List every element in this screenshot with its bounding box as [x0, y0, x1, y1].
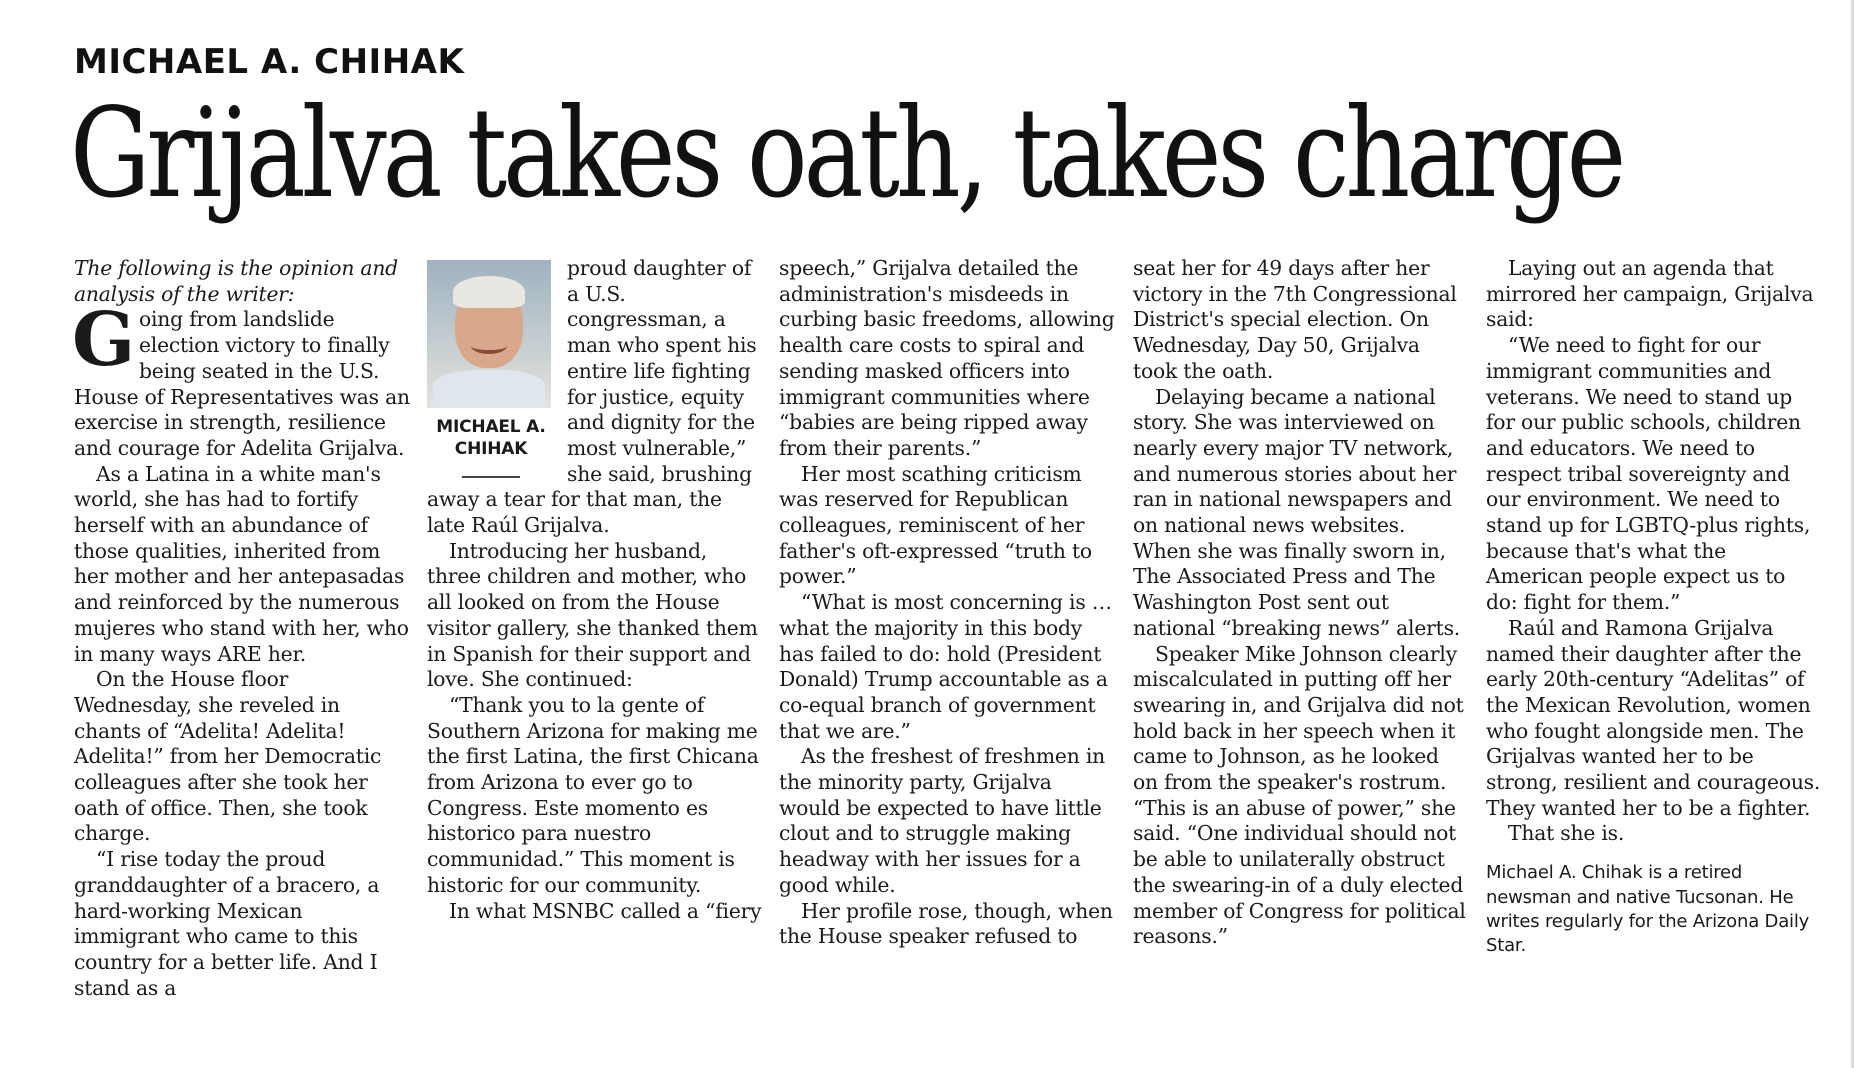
paragraph: Her most scathing criticism was reserved for Republican colleagues, reminiscent of her father's oft-expressed “truth to power.”	[779, 461, 1092, 589]
paragraph: Her profile rose, though, when the House speaker refused to	[779, 898, 1113, 949]
paragraph: speech,” Grijalva detailed the administration's misdeeds in curbing basic freedoms, allowing health care costs to spiral and sending masked officers into immigrant communities where “babies are being ripped away from their parents.”	[779, 256, 1115, 460]
paragraph: seat her for 49 days after her victory in the 7th Congressional District's special election. On Wednesday, Day 50, Grijalva took the oath.	[1133, 256, 1457, 383]
column-5	[1486, 256, 1822, 959]
caption-rule	[462, 476, 520, 478]
paragraph: proud daughter of a U.S. congressman, a man who spent his entire life fighting for justice, equity and dignity for the most vulnerable,” she said, brushing away a tear for that man, the late Raúl Grijalva.	[427, 256, 757, 538]
column-1	[74, 256, 410, 1001]
paragraph: Delaying became a national story. She was interviewed on nearly every major TV network, and numerous stories about her ran in national newspapers and on national news websites. When she was finally sworn in, The Associated Press and The Washington Post sent out national “breaking news” alerts.	[1133, 384, 1461, 640]
paragraph: “What is most concerning is … what the majority in this body has failed to do: hold (President Donald) Trump accountable as a co-equal branch of government that we are.”	[779, 590, 1112, 743]
author-photo	[427, 260, 551, 408]
intro-note: The following is the opinion and analysis of the writer:	[74, 256, 398, 306]
author-photo-caption: MICHAEL A. CHIHAK	[436, 417, 546, 459]
paragraph: As a Latina in a white man's world, she has had to fortify herself with an abundance of those qualities, inherited from her mother and her antepasadas and reinforced by the numerous mujeres who stand with her, who in many ways ARE her.	[74, 461, 409, 666]
headline: Grijalva takes oath, takes charge	[70, 82, 1623, 226]
column-4	[1133, 256, 1469, 950]
paragraph: “We need to fight for our immigrant communities and veterans. We need to stand up for our public schools, children and educators. We need to respect tribal sovereignty and our environment. We need to stand up for LGBTQ-plus rights, because that's what the American people expect us to do: fight for them.”	[1486, 333, 1811, 615]
paragraph: On the House floor Wednesday, she reveled in chants of “Adelita! Adelita! Adelita!” from her Democratic colleagues after she took her oath of office. Then, she took charge.	[74, 667, 382, 846]
author-photo-box	[427, 256, 555, 478]
paragraph: “Thank you to la gente of Southern Arizona for making me the first Latina, the first Chicana from Arizona to ever go to Congress. Este momento es historico para nuestro communidad.” This moment is historic for our community.	[427, 692, 759, 897]
drop-cap: G	[72, 297, 135, 384]
paragraph: Laying out an agenda that mirrored her campaign, Grijalva said:	[1486, 256, 1814, 332]
paragraph: That she is.	[1508, 821, 1625, 846]
paragraph: As the freshest of freshmen in the minority party, Grijalva would be expected to have little clout and to struggle making headway with her issues for a good while.	[779, 744, 1105, 897]
paragraph: Raúl and Ramona Grijalva named their daughter after the early 20th-century “Adelitas” of the Mexican Revolution, women who fought alongside men. The Grijalvas wanted her to be strong, resilient and courageous. They wanted her to be a fighter.	[1486, 615, 1821, 820]
column-3	[779, 256, 1115, 950]
paragraph: “I rise today the proud granddaughter of a bracero, a hard-working Mexican immigrant who came to this country for a better life. And I stand as a	[74, 847, 380, 1000]
byline: MICHAEL A. CHIHAK	[74, 42, 465, 82]
author-tagline: Michael A. Chihak is a retired newsman and native Tucsonan. He writes regularly for the Arizona Daily Star.	[1486, 862, 1810, 957]
paragraph: Going from landslide election victory to finally being seated in the U.S. House of Representatives was an exercise in strength, resilience and courage for Adelita Grijalva.	[72, 297, 410, 460]
paragraph: Speaker Mike Johnson clearly miscalculated in putting off her swearing in, and Grijalva did not hold back in her speech when it came to Johnson, as he looked on from the speaker's rostrum. “This is an abuse of power,” she said. “One individual should not be able to unilaterally obstruct the swearing-in of a duly elected member of Congress for political reasons.”	[1133, 641, 1466, 949]
column-2	[427, 256, 764, 924]
paragraph: In what MSNBC called a “fiery	[449, 898, 762, 923]
paragraph: Introducing her husband, three children and mother, who all looked on from the House visitor gallery, she thanked them in Spanish for their support and love. She continued:	[427, 538, 758, 692]
